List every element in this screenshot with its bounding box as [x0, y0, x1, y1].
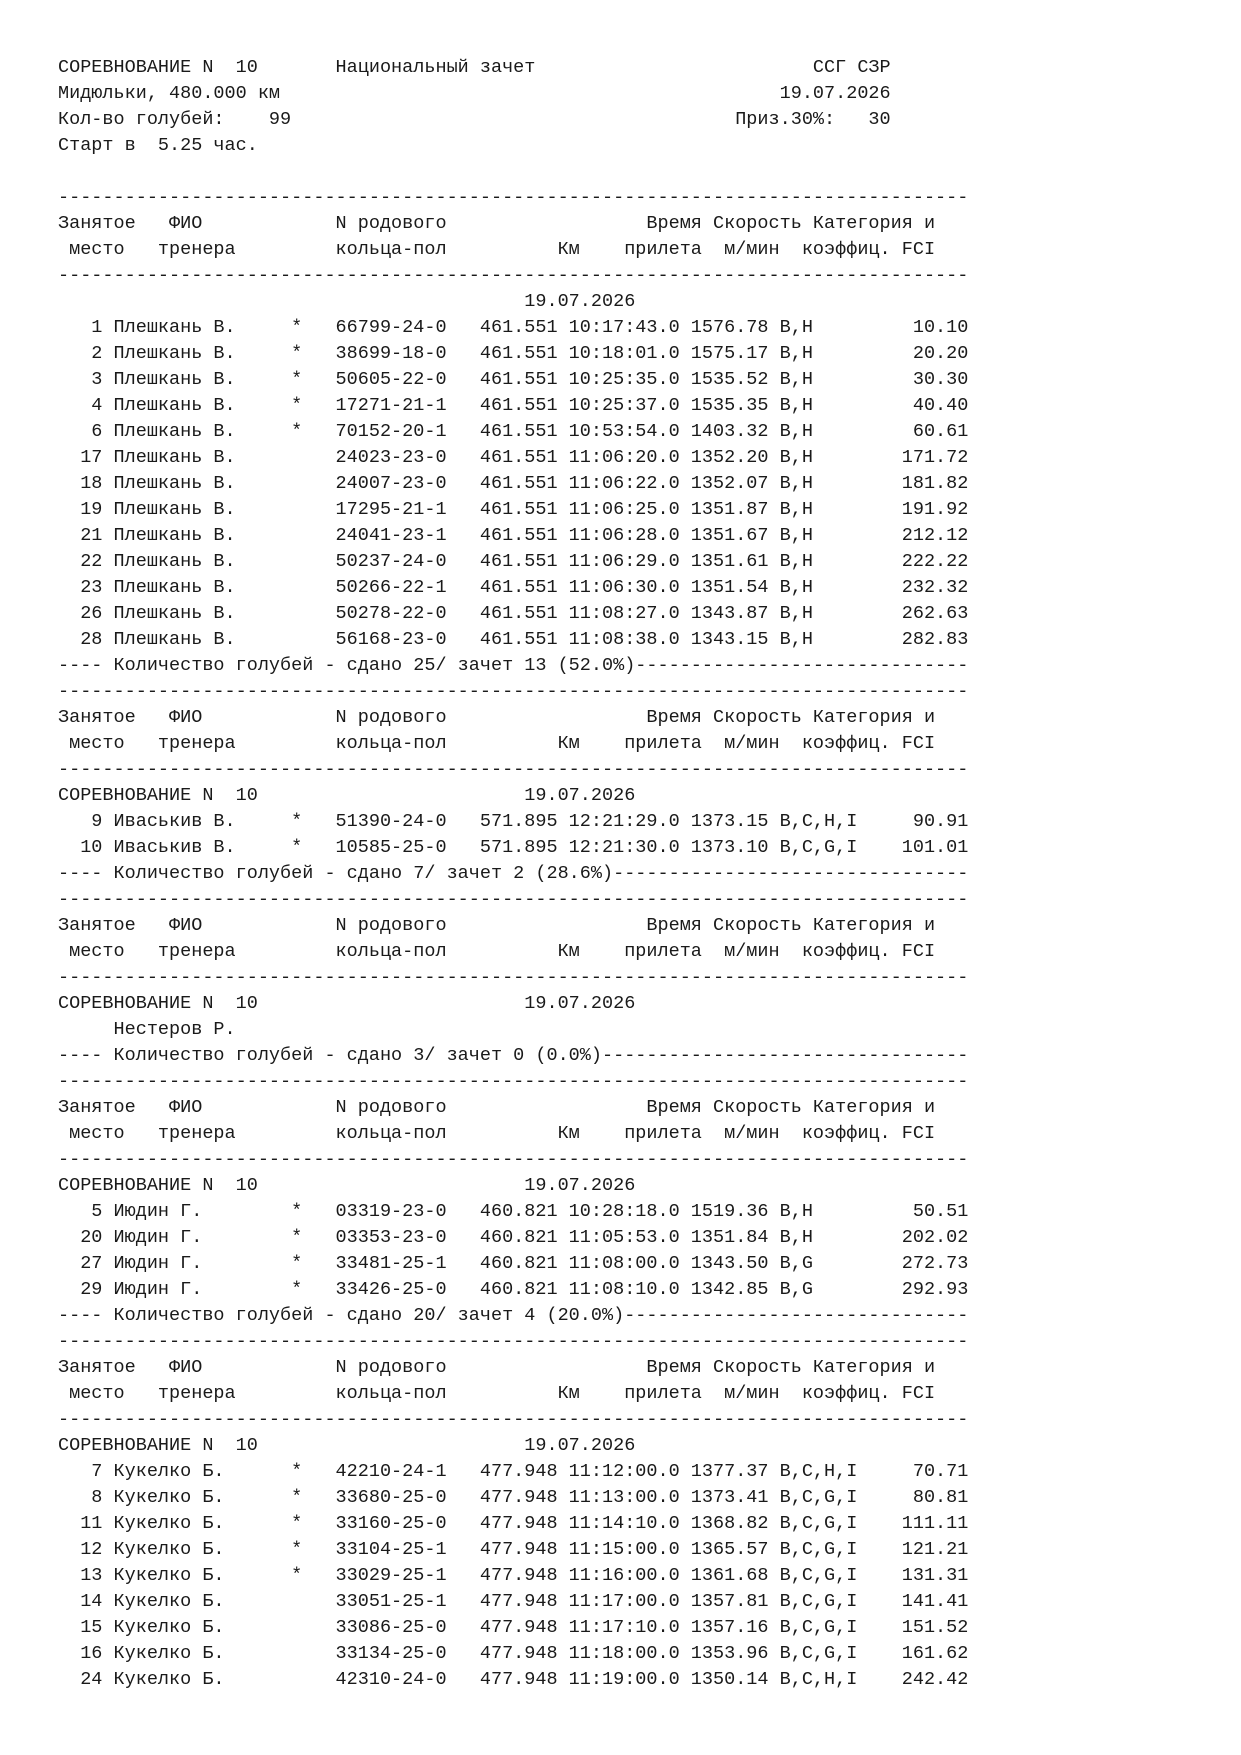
result-row: 29 Июдин Г. * 33426-25-0 460.821 11:08:10.0 1342.85 B,G 292.93	[58, 1279, 969, 1300]
result-row: 18 Плешкань В. 24007-23-0 461.551 11:06:22.0 1352.07 B,H 181.82	[58, 473, 969, 494]
result-row: 28 Плешкань В. 56168-23-0 461.551 11:08:38.0 1343.15 B,H 282.83	[58, 629, 969, 650]
separator-line: ----------------------------------------------------------------------------------	[58, 265, 969, 286]
result-row: 16 Кукелко Б. 33134-25-0 477.948 11:18:00.0 1353.96 B,C,G,I 161.62	[58, 1643, 969, 1664]
separator-line: ----------------------------------------------------------------------------------	[58, 681, 969, 702]
result-row: 2 Плешкань В. * 38699-18-0 461.551 10:18:01.0 1575.17 B,H 20.20	[58, 343, 969, 364]
result-row: 5 Июдин Г. * 03319-23-0 460.821 10:28:18.0 1519.36 B,H 50.51	[58, 1201, 969, 1222]
result-row: 20 Июдин Г. * 03353-23-0 460.821 11:05:53.0 1351.84 B,H 202.02	[58, 1227, 969, 1248]
result-row: 27 Июдин Г. * 33481-25-1 460.821 11:08:00.0 1343.50 B,G 272.73	[58, 1253, 969, 1274]
separator-line: ----------------------------------------------------------------------------------	[58, 759, 969, 780]
result-row: 10 Иваськив В. * 10585-25-0 571.895 12:21:30.0 1373.10 B,C,G,I 101.01	[58, 837, 969, 858]
result-row: 23 Плешкань В. 50266-22-1 461.551 11:06:30.0 1351.54 B,H 232.32	[58, 577, 969, 598]
result-row: 26 Плешкань В. 50278-22-0 461.551 11:08:27.0 1343.87 B,H 262.63	[58, 603, 969, 624]
separator-line: ----------------------------------------------------------------------------------	[58, 187, 969, 208]
results-report	[58, 55, 968, 1693]
section-summary-line: ---- Количество голубей - сдано 20/ зачет 4 (20.0%)-------------------------------	[58, 1305, 969, 1326]
section-summary-line: ---- Количество голубей - сдано 7/ зачет 2 (28.6%)--------------------------------	[58, 863, 969, 884]
column-header-row-2: место тренера кольца-пол Км прилета м/мин коэффиц. FCI	[58, 239, 936, 260]
separator-line: ----------------------------------------------------------------------------------	[58, 889, 969, 910]
section-date-line: СОРЕВНОВАНИЕ N 10 19.07.2026	[58, 1435, 636, 1456]
result-row: 17 Плешкань В. 24023-23-0 461.551 11:06:20.0 1352.20 B,H 171.72	[58, 447, 969, 468]
result-row: 13 Кукелко Б. * 33029-25-1 477.948 11:16:00.0 1361.68 B,C,G,I 131.31	[58, 1565, 969, 1586]
result-row: 14 Кукелко Б. 33051-25-1 477.948 11:17:00.0 1357.81 B,C,G,I 141.41	[58, 1591, 969, 1612]
result-row: 4 Плешкань В. * 17271-21-1 461.551 10:25:37.0 1535.35 B,H 40.40	[58, 395, 969, 416]
result-row: 19 Плешкань В. 17295-21-1 461.551 11:06:25.0 1351.87 B,H 191.92	[58, 499, 969, 520]
result-row: 9 Иваськив В. * 51390-24-0 571.895 12:21:29.0 1373.15 B,C,H,I 90.91	[58, 811, 969, 832]
separator-line: ----------------------------------------------------------------------------------	[58, 1071, 969, 1092]
section-date-line: СОРЕВНОВАНИЕ N 10 19.07.2026	[58, 785, 636, 806]
result-row: 8 Кукелко Б. * 33680-25-0 477.948 11:13:00.0 1373.41 B,C,G,I 80.81	[58, 1487, 969, 1508]
result-row: 15 Кукелко Б. 33086-25-0 477.948 11:17:10.0 1357.16 B,C,G,I 151.52	[58, 1617, 969, 1638]
report-location-line: Мидюльки, 480.000 км 19.07.2026	[58, 83, 891, 104]
report-start-line: Старт в 5.25 час.	[58, 135, 258, 156]
column-header-row-2: место тренера кольца-пол Км прилета м/мин коэффиц. FCI	[58, 1123, 936, 1144]
column-header-row-2: место тренера кольца-пол Км прилета м/мин коэффиц. FCI	[58, 733, 936, 754]
result-row: 1 Плешкань В. * 66799-24-0 461.551 10:17:43.0 1576.78 B,H 10.10	[58, 317, 969, 338]
result-row: 6 Плешкань В. * 70152-20-1 461.551 10:53:54.0 1403.32 B,H 60.61	[58, 421, 969, 442]
separator-line: ----------------------------------------------------------------------------------	[58, 1149, 969, 1170]
result-row: 11 Кукелко Б. * 33160-25-0 477.948 11:14:10.0 1368.82 B,C,G,I 111.11	[58, 1513, 969, 1534]
column-header-row-1: Занятое ФИО N родового Время Скорость Категория и	[58, 1097, 936, 1118]
separator-line: ----------------------------------------------------------------------------------	[58, 1409, 969, 1430]
result-row: 3 Плешкань В. * 50605-22-0 461.551 10:25:35.0 1535.52 B,H 30.30	[58, 369, 969, 390]
column-header-row-2: место тренера кольца-пол Км прилета м/мин коэффиц. FCI	[58, 1383, 936, 1404]
section-summary-line: ---- Количество голубей - сдано 25/ зачет 13 (52.0%)------------------------------	[58, 655, 969, 676]
result-row: 24 Кукелко Б. 42310-24-0 477.948 11:19:00.0 1350.14 B,C,H,I 242.42	[58, 1669, 969, 1690]
column-header-row-1: Занятое ФИО N родового Время Скорость Категория и	[58, 707, 936, 728]
result-row: 22 Плешкань В. 50237-24-0 461.551 11:06:29.0 1351.61 B,H 222.22	[58, 551, 969, 572]
column-header-row-2: место тренера кольца-пол Км прилета м/мин коэффиц. FCI	[58, 941, 936, 962]
section-date-line: 19.07.2026	[58, 291, 636, 312]
result-row: 12 Кукелко Б. * 33104-25-1 477.948 11:15:00.0 1365.57 B,C,G,I 121.21	[58, 1539, 969, 1560]
result-row: 7 Кукелко Б. * 42210-24-1 477.948 11:12:00.0 1377.37 B,C,H,I 70.71	[58, 1461, 969, 1482]
blank-line	[58, 159, 968, 185]
column-header-row-1: Занятое ФИО N родового Время Скорость Категория и	[58, 1357, 936, 1378]
report-count-line: Кол-во голубей: 99 Приз.30%: 30	[58, 109, 891, 130]
separator-line: ----------------------------------------------------------------------------------	[58, 1331, 969, 1352]
section-date-line: СОРЕВНОВАНИЕ N 10 19.07.2026	[58, 1175, 636, 1196]
report-title-line: СОРЕВНОВАНИЕ N 10 Национальный зачет ССГ СЗР	[58, 57, 891, 78]
section-summary-line: ---- Количество голубей - сдано 3/ зачет 0 (0.0%)---------------------------------	[58, 1045, 969, 1066]
fancier-name-line: Нестеров Р.	[58, 1019, 236, 1040]
column-header-row-1: Занятое ФИО N родового Время Скорость Категория и	[58, 915, 936, 936]
section-date-line: СОРЕВНОВАНИЕ N 10 19.07.2026	[58, 993, 636, 1014]
column-header-row-1: Занятое ФИО N родового Время Скорость Категория и	[58, 213, 936, 234]
result-row: 21 Плешкань В. 24041-23-1 461.551 11:06:28.0 1351.67 B,H 212.12	[58, 525, 969, 546]
separator-line: ----------------------------------------------------------------------------------	[58, 967, 969, 988]
